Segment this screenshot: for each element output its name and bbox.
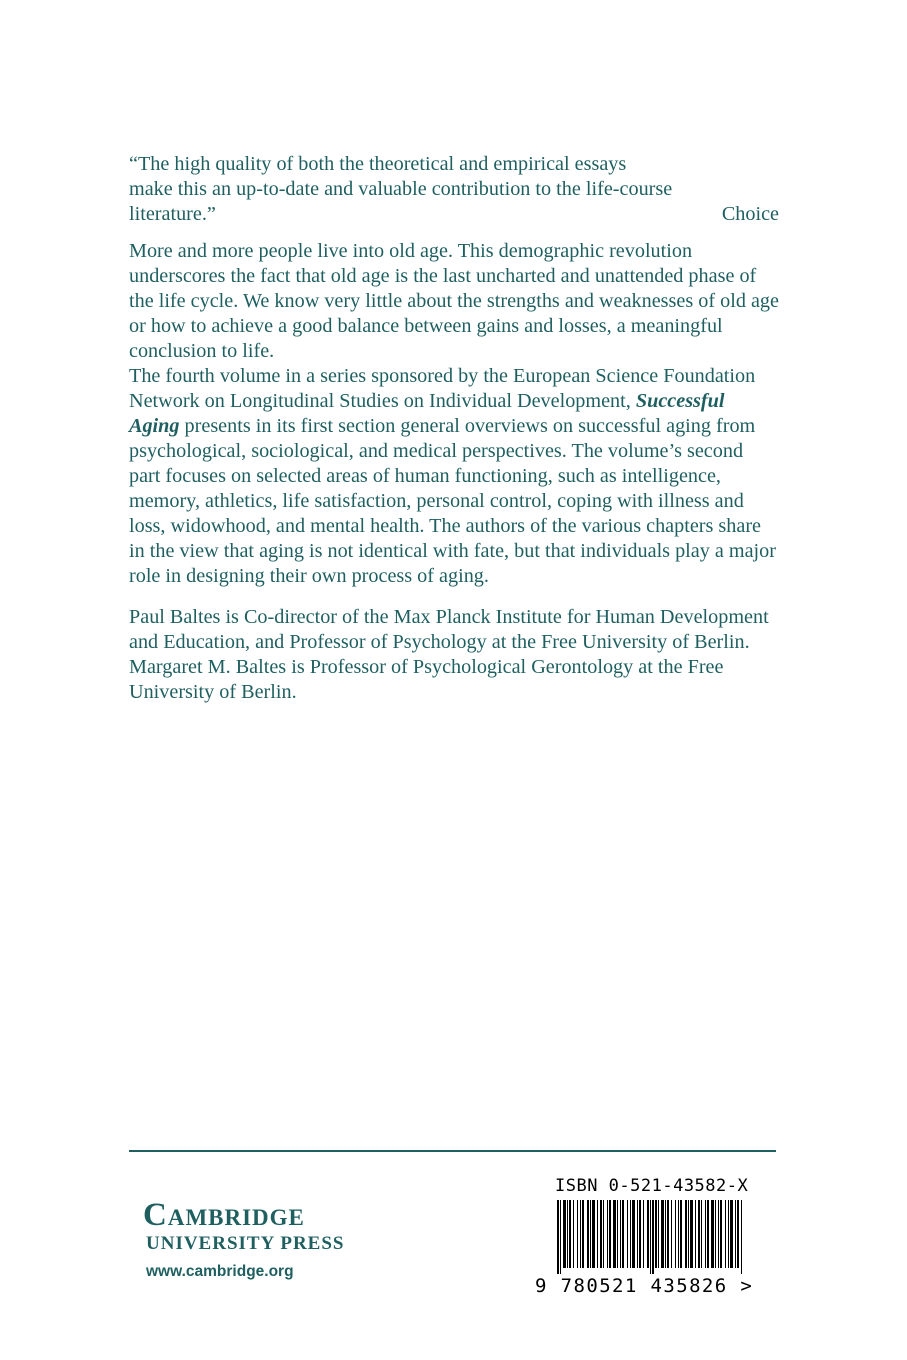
book-title: Successful Aging xyxy=(129,390,725,437)
review-line-1: “The high quality of both the theoretical and empirical essays xyxy=(129,153,627,175)
description-text-before-title: The fourth volume in a series sponsored by the European Science Foundation Network on Longitudinal Studies on Individual Development, xyxy=(129,365,756,412)
divider-rule xyxy=(129,1150,776,1152)
review-line-2: make this an up-to-date and valuable contribution to the life-course xyxy=(129,178,673,200)
review-source: Choice xyxy=(721,203,779,225)
publisher-website: www.cambridge.org xyxy=(146,1263,294,1280)
back-cover-text xyxy=(129,152,779,705)
barcode-digits: 9 780521 435826 > xyxy=(535,1275,754,1297)
review-quote xyxy=(129,152,779,227)
description-paragraph-1: More and more people live into old age. This demographic revolution underscores the fact that old age is the last uncharted and unattended phase of the life cycle. We know very little about the strengths and weaknesses of old age or how to achieve a good balance between gains and losses, a meaningful conclusion to life. xyxy=(129,240,779,362)
description-paragraph-2 xyxy=(129,364,779,589)
barcode-icon xyxy=(555,1200,750,1274)
authors-bio: Paul Baltes is Co-director of the Max Planck Institute for Human Development and Education, and Professor of Psychology at the Free University of Berlin. Margaret M. Baltes is Professor of Psychological Gerontology at the Free University of Berlin. xyxy=(129,606,769,703)
description-text-after-title: presents in its first section general overviews on successful aging from psychological, sociological, and medical perspectives. The volume’s second part focuses on selected areas of human functioning, such as intelligence, memory, athletics, life satisfaction, personal control, coping with illness and loss, widowhood, and mental health. The authors of the various chapters share in the view that aging is not identical with fate, but that individuals play a major role in designing their own process of aging. xyxy=(129,415,776,587)
publisher-logo xyxy=(143,1197,345,1281)
review-line-3: literature.” xyxy=(129,203,216,225)
isbn-label: ISBN 0-521-43582-X xyxy=(555,1176,749,1196)
publisher-name: Cambridge xyxy=(143,1197,305,1233)
publisher-subname: UNIVERSITY PRESS xyxy=(146,1233,345,1254)
